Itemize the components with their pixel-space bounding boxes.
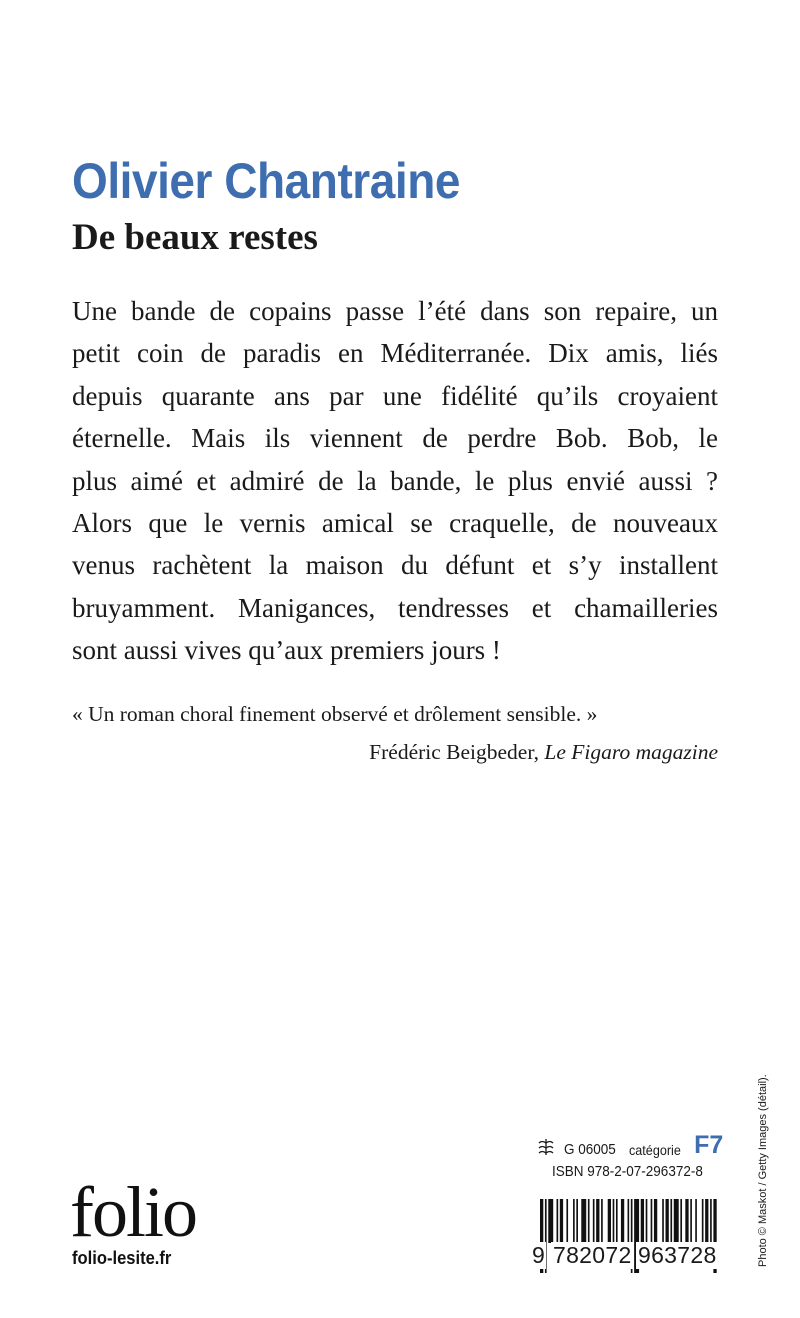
barcode-bar [651, 1199, 653, 1243]
category-label: catégorie [628, 1142, 681, 1158]
barcode-digit-group-right: 963728 [638, 1242, 717, 1268]
blurb-line: bruyamment. Manigances, tendresses et chamailleries [72, 592, 718, 623]
barcode-bar [690, 1199, 692, 1243]
review-attribution [369, 740, 718, 765]
barcode-bar [662, 1199, 664, 1243]
barcode-bar [695, 1199, 697, 1243]
catalog-code-row [536, 1131, 724, 1159]
category-value: F7 [694, 1131, 724, 1159]
barcode-bar [680, 1199, 682, 1243]
barcode-bar [616, 1199, 618, 1243]
review-quote: « Un roman choral finement observé et drôlement sensible. » [72, 702, 598, 726]
barcode-bar [613, 1199, 615, 1243]
barcode-bar [576, 1199, 578, 1243]
barcode-bar [548, 1199, 553, 1243]
blurb-line: plus aimé et admiré de la bande, le plus envié aussi ? [72, 465, 718, 496]
barcode-bar [566, 1199, 568, 1243]
barcode-digit-first: 9 [532, 1242, 546, 1268]
barcode-bar [674, 1199, 679, 1243]
blurb-line: Une bande de copains passe l’été dans son repaire, un [72, 296, 718, 326]
barcode-bar [621, 1199, 624, 1243]
blurb-line: venus rachètent la maison du défunt et s’y installent [72, 550, 718, 581]
barcode-bar [641, 1199, 644, 1243]
barcode-bar [702, 1199, 704, 1243]
barcode-bar [710, 1199, 712, 1243]
critic-name: Frédéric Beigbeder, [369, 740, 545, 764]
gallimard-logo-icon [536, 1137, 556, 1157]
publication-name: Le Figaro magazine [544, 740, 718, 764]
catalog-code: G 06005 [564, 1141, 616, 1158]
blurb-line: Alors que le vernis amical se craquelle, de nouveaux [72, 508, 718, 539]
blurb [72, 290, 718, 672]
photo-credit: Photo © Maskot / Getty Images (détail). [757, 1074, 769, 1267]
barcode-bar [560, 1199, 563, 1243]
barcode-bar [557, 1199, 559, 1243]
author-name: Olivier Chantraine [72, 153, 460, 209]
blurb-line: sont aussi vives qu’aux premiers jours ! [72, 635, 501, 666]
barcode-bar [588, 1199, 590, 1243]
barcode-bar [573, 1199, 575, 1243]
barcode-bar [654, 1199, 657, 1243]
barcode-bar [593, 1199, 595, 1243]
book-title: De beaux restes [72, 217, 318, 258]
barcode-bar [646, 1199, 648, 1243]
barcode-bar [581, 1199, 586, 1243]
barcode-bar [628, 1199, 630, 1243]
barcode-bar [685, 1199, 688, 1243]
barcode-digit-group-left: 782072 [553, 1242, 632, 1268]
isbn: ISBN 978-2-07-296372-8 [552, 1163, 703, 1180]
blurb-line: petit coin de paradis en Méditerranée. Dix amis, liés [72, 338, 718, 369]
blurb-line: éternelle. Mais ils viennent de perdre Bob. Bob, le [72, 423, 718, 454]
barcode-bar [666, 1199, 669, 1243]
barcode-bar [608, 1199, 611, 1243]
publisher-website: folio-lesite.fr [72, 1248, 172, 1268]
barcode-bar [601, 1199, 603, 1243]
barcode-bar [705, 1199, 708, 1243]
blurb-line: depuis quarante ans par une fidélité qu’ils croyaient [72, 380, 718, 411]
barcode-bar [670, 1199, 672, 1243]
folio-logo: folio [70, 1172, 196, 1252]
barcode-bar [596, 1199, 599, 1243]
